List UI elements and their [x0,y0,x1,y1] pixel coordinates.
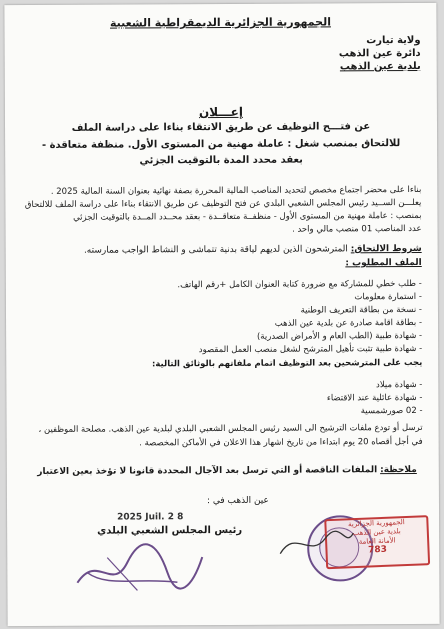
file-item-3: - نسخة من بطاقة التعريف الوطنية [301,305,422,316]
body-paragraph-3: بمنصب : عاملة مهنية من المستوى الأول - منظفــة متعاقــدة - بعقد محــدد المــدة بالتوقيت الجزئي [73,210,422,223]
conditions-label: شروط الالتحاق: [350,243,422,255]
body-paragraph-2: يعلـــن الســيد رئيس المجلس الشعبي البلدي عن فتح التوظيف عن طريق الانتقاء بناءا على دراسة الملف للالتحاق [24,197,422,211]
file-item-5: - شهادة طبية (الطب العام و الأمراض الصدرية) [257,331,422,342]
note-row [37,465,417,477]
file-item-1: - طلب خطي للمشاركة مع ضرورة كتابة العنوان الكامل +رقم الهاتف. [177,279,421,290]
signature-place: عين الذهب في : [206,495,269,507]
file-item-2: - استمارة معلومات [354,292,422,302]
signature-date: 2025 Juil. 2 8 [117,512,184,523]
wilaya-label: ولاية تيارت [366,34,421,47]
file-item-4: - بطاقة اقامة صادرة عن بلدية عين الذهب [275,318,422,329]
submission-line-2: في أجل أقصاه 20 يوم ابتداءا من تاريخ اشهار هذا الاعلان في الأماكن المخصصة . [139,436,423,449]
conditions-text: المترشحون الذين لديهم لياقة بدنية تتماشى و النشاط الواجب ممارسته. [83,244,348,256]
stamp-line-3: الأمانة العامة [358,536,396,546]
announcement-line-3: بعقد محدد المدة بالتوقيت الجزئي [139,154,303,167]
note-text: الملفات الناقصة أو التي ترسل بعد الآجال المحددة قانونا لا تؤخذ بعين الاعتبار [37,465,378,477]
after-item-1: - شهادة ميلاد [376,380,422,390]
document-page [4,3,439,626]
note-label: ملاحظة: [380,464,417,476]
after-hiring-intro: يجب على المترشحين بعد التوظيف اتمام ملفاتهم بالوثائق التالية: [151,357,423,370]
announcement-line-1: عن فتـــح التوظيف عن طريق الانتقاء بناءا على دراسة الملف [71,121,371,134]
conditions-row [84,244,422,256]
after-item-3: - 02 صورشمسية [361,406,423,416]
republic-header: الجمهورية الجزائرية الديمقراطية الشعبية [109,15,331,30]
stamp-number: 783 [367,544,388,556]
body-paragraph-4: عدد المناصب 01 منصب مالي واحد . [292,223,422,235]
signature-title: رئيس المجلس الشعبي البلدي [97,524,243,537]
secondary-signature [275,523,355,563]
file-required-label: الملف المطلوب : [345,257,422,269]
announcement-title: إعـــلان [198,104,243,120]
mayor-signature [67,532,207,603]
daira-label: دائرة عين الذهب [338,47,421,60]
baladia-label: بلدية عين الذهب [339,60,421,73]
stamp-line-1: الجمهورية الجزائرية [347,518,405,529]
body-paragraph-1: بناءا على محضر اجتماع مخصص لتحديد المناصب المالية المحررة بصفة نهائية بعنوان السنة المالية 2025 . [50,184,422,197]
file-item-6: - شهادة طبية تثبت تأهيل المترشح لشغل منصب العمل المقصود [199,344,422,355]
after-item-2: - شهادة عائلية عند الاقتضاء [327,393,423,404]
stamp-line-2: بلدية عين الذهب [352,527,401,538]
submission-line-1: ترسل أو تودع ملفات الترشيح الى السيد رئيس المجلس الشعبي البلدي لبلدية عين الذهب. مصلحة الموظفين ، [38,422,423,435]
announcement-line-2: للالتحاق بمنصب شغل : عاملة مهنية من المستوى الأول. منظفة متعاقدة - [41,138,401,151]
